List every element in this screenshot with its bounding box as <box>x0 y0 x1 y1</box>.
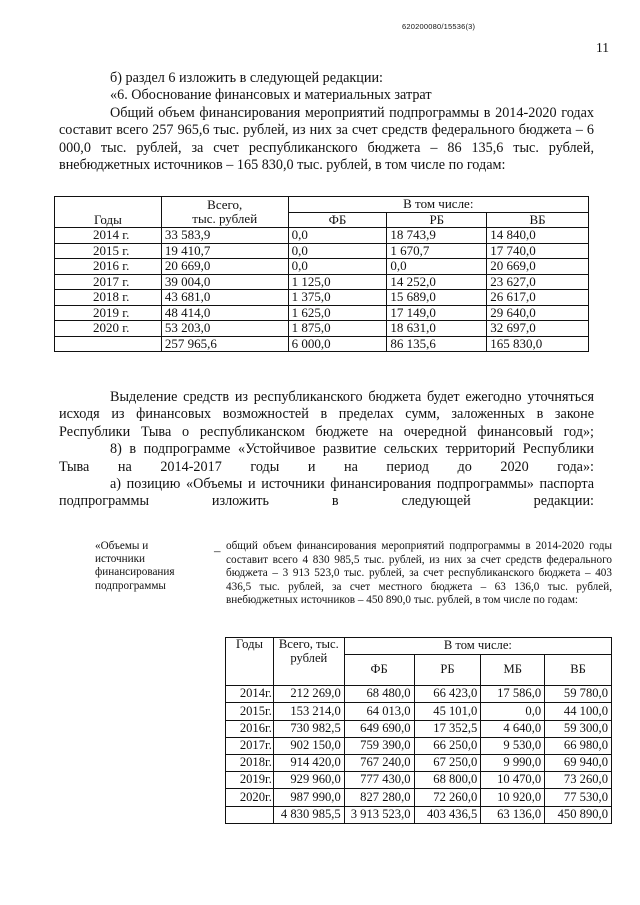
table2-vb: 73 260,0 <box>545 772 612 789</box>
table2-total: 212 269,0 <box>273 686 344 703</box>
table-row <box>55 228 589 244</box>
table2-year: 2016г. <box>226 720 274 737</box>
table1-year: 2018 г. <box>55 290 162 306</box>
table1-rb: 18 631,0 <box>387 321 487 337</box>
intro-block <box>59 70 594 174</box>
table2-mb: 0,0 <box>481 703 545 720</box>
table1-total: 33 583,9 <box>161 228 288 244</box>
table2-total-header: Всего, тыс. рублей <box>273 638 344 686</box>
table2-fb-header: ФБ <box>344 655 414 686</box>
table2-fb: 64 013,0 <box>344 703 414 720</box>
table1-total-header <box>161 197 288 228</box>
table1-total: 20 669,0 <box>161 259 288 275</box>
table2-year: 2020г. <box>226 789 274 806</box>
table1-year: 2020 г. <box>55 321 162 337</box>
table2-mb: 9 990,0 <box>481 754 545 771</box>
table2-rb-total: 403 436,5 <box>414 806 481 823</box>
table1-fb-total: 6 000,0 <box>288 336 387 352</box>
table1-rb: 1 670,7 <box>387 243 487 259</box>
table1-rb: 17 149,0 <box>387 305 487 321</box>
table2-totals-year <box>226 806 274 823</box>
table2-year: 2014г. <box>226 686 274 703</box>
table-row <box>55 259 589 275</box>
table2-total: 730 982,5 <box>273 720 344 737</box>
table1-fb: 0,0 <box>288 243 387 259</box>
table1-vb: 14 840,0 <box>487 228 589 244</box>
table1-total: 19 410,7 <box>161 243 288 259</box>
middle-paragraph-3: а) позицию «Объемы и источники финансирования подпрограммы» паспорта подпрограммы изложить в следующей редакции: <box>59 476 594 510</box>
table2-mb: 10 470,0 <box>481 772 545 789</box>
table2-mb-total: 63 136,0 <box>481 806 545 823</box>
table1-total: 48 414,0 <box>161 305 288 321</box>
table-row <box>226 720 612 737</box>
table2-fb: 649 690,0 <box>344 720 414 737</box>
table2-year: 2017г. <box>226 737 274 754</box>
table2-rb: 67 250,0 <box>414 754 481 771</box>
table1-total: 43 681,0 <box>161 290 288 306</box>
table1-total-header-l2: тыс. рублей <box>192 211 258 226</box>
table-row <box>226 772 612 789</box>
table1-year: 2015 г. <box>55 243 162 259</box>
table1-year: 2016 г. <box>55 259 162 275</box>
table1-vb-total: 165 830,0 <box>487 336 589 352</box>
table1-total-header-l1: Всего, <box>207 197 243 213</box>
table2-total: 929 960,0 <box>273 772 344 789</box>
table-row <box>55 243 589 259</box>
table-row <box>226 789 612 806</box>
table1-total: 53 203,0 <box>161 321 288 337</box>
table1-year: 2017 г. <box>55 274 162 290</box>
table1-totals-year <box>55 336 162 352</box>
table2-totals-row <box>226 806 612 823</box>
table1-vb: 32 697,0 <box>487 321 589 337</box>
table-row <box>226 686 612 703</box>
table2-fb: 68 480,0 <box>344 686 414 703</box>
table-row <box>55 321 589 337</box>
table1-rb-header: РБ <box>387 212 487 228</box>
table-row <box>55 274 589 290</box>
table-row <box>55 290 589 306</box>
table2-mb: 10 920,0 <box>481 789 545 806</box>
table1-fb: 0,0 <box>288 228 387 244</box>
middle-paragraph-2: 8) в подпрограмме «Устойчивое развитие сельских территорий Республики Тыва на 2014-2017 годы и на период до 2020 года»: <box>59 441 594 475</box>
table1-vb: 26 617,0 <box>487 290 589 306</box>
intro-line-1: б) раздел 6 изложить в следующей редакции: <box>110 70 383 86</box>
table1-vb: 17 740,0 <box>487 243 589 259</box>
table2-fb: 827 280,0 <box>344 789 414 806</box>
table2-rb: 72 260,0 <box>414 789 481 806</box>
table2-year: 2018г. <box>226 754 274 771</box>
table1-rb: 14 252,0 <box>387 274 487 290</box>
table2-vb-header: ВБ <box>545 655 612 686</box>
table2-vb: 66 980,0 <box>545 737 612 754</box>
table2-fb: 767 240,0 <box>344 754 414 771</box>
table-row <box>226 754 612 771</box>
table2-grand-total: 4 830 985,5 <box>273 806 344 823</box>
table2-vb: 59 300,0 <box>545 720 612 737</box>
table1-year: 2019 г. <box>55 305 162 321</box>
intro-paragraph: Общий объем финансирования мероприятий подпрограммы в 2014-2020 годах составит всего 257 965,6 тыс. рублей, из них за счет средств федерального бюджета – 6 000,0 тыс. рублей, за счет республиканского бюджета – 86 135,6 тыс. рублей, внебюджетных источников – 165 830,0 тыс. рублей, в том числе по годам: <box>59 104 594 174</box>
table1-group-header: В том числе: <box>288 197 588 213</box>
table2-total: 987 990,0 <box>273 789 344 806</box>
table2-vb: 44 100,0 <box>545 703 612 720</box>
table1-total: 39 004,0 <box>161 274 288 290</box>
table2-fb: 777 430,0 <box>344 772 414 789</box>
table1-rb-total: 86 135,6 <box>387 336 487 352</box>
table2-year: 2015г. <box>226 703 274 720</box>
section-heading: «6. Обоснование финансовых и материальных затрат <box>110 87 432 104</box>
table1-fb-header: ФБ <box>288 212 387 228</box>
table1-fb: 1 125,0 <box>288 274 387 290</box>
table2-years-header: Годы <box>226 638 274 686</box>
table1-vb: 23 627,0 <box>487 274 589 290</box>
table2-vb: 59 780,0 <box>545 686 612 703</box>
table1-vb-header: ВБ <box>487 212 589 228</box>
middle-block <box>59 389 594 511</box>
table1-header-row <box>55 197 589 213</box>
table1-rb: 0,0 <box>387 259 487 275</box>
table1-fb: 0,0 <box>288 259 387 275</box>
passport-text: общий объем финансирования мероприятий подпрограммы в 2014-2020 годы составит всего 4 830 985,5 тыс. рублей, из них за счет средств федерального бюджета – 3 913 523,0 тыс. рублей, за счет республиканского бюджета – 403 436,5 тыс. рублей, за счет местного бюджета – 63 136,0 тыс. рублей, внебюджетных источников – 450 890,0 тыс. рублей, в том числе по годам: <box>226 540 612 606</box>
table2-rb: 45 101,0 <box>414 703 481 720</box>
table1-vb: 29 640,0 <box>487 305 589 321</box>
table2-fb-total: 3 913 523,0 <box>344 806 414 823</box>
table2-mb: 17 586,0 <box>481 686 545 703</box>
passport-label: «Объемы и источники финансирования подпрограммы <box>95 540 175 592</box>
table2-rb: 66 423,0 <box>414 686 481 703</box>
table1-rb: 15 689,0 <box>387 290 487 306</box>
passport-dash: – <box>214 543 221 558</box>
table-row <box>55 305 589 321</box>
table2-rb: 66 250,0 <box>414 737 481 754</box>
table-row <box>226 737 612 754</box>
table2-mb: 4 640,0 <box>481 720 545 737</box>
table2-total: 902 150,0 <box>273 737 344 754</box>
table2-rb-header: РБ <box>414 655 481 686</box>
table2-vb-total: 450 890,0 <box>545 806 612 823</box>
table1-rb: 18 743,9 <box>387 228 487 244</box>
table2-rb: 68 800,0 <box>414 772 481 789</box>
table1-year: 2014 г. <box>55 228 162 244</box>
financing-table-1 <box>54 196 589 352</box>
middle-paragraph-1: Выделение средств из республиканского бюджета будет ежегодно уточняться исходя из финансовых возможностей в пределах сумм, заложенных в законе Республики Тыва о республиканском бюджете на очередной финансовый год»; <box>59 389 594 440</box>
table-row <box>226 703 612 720</box>
financing-table-2 <box>225 637 612 824</box>
table1-fb: 1 625,0 <box>288 305 387 321</box>
document-id: 620200080/15536(3) <box>402 22 476 31</box>
page-number: 11 <box>596 40 609 55</box>
table1-years-header: Годы <box>55 197 162 228</box>
table2-vb: 69 940,0 <box>545 754 612 771</box>
table2-year: 2019г. <box>226 772 274 789</box>
table1-fb: 1 875,0 <box>288 321 387 337</box>
table2-rb: 17 352,5 <box>414 720 481 737</box>
table1-fb: 1 375,0 <box>288 290 387 306</box>
table2-header-row <box>226 638 612 655</box>
table1-vb: 20 669,0 <box>487 259 589 275</box>
table1-totals-row <box>55 336 589 352</box>
table2-group-header: В том числе: <box>344 638 611 655</box>
table1-grand-total: 257 965,6 <box>161 336 288 352</box>
table2-vb: 77 530,0 <box>545 789 612 806</box>
table2-mb-header: МБ <box>481 655 545 686</box>
table2-total: 914 420,0 <box>273 754 344 771</box>
table2-fb: 759 390,0 <box>344 737 414 754</box>
table2-total: 153 214,0 <box>273 703 344 720</box>
table2-mb: 9 530,0 <box>481 737 545 754</box>
